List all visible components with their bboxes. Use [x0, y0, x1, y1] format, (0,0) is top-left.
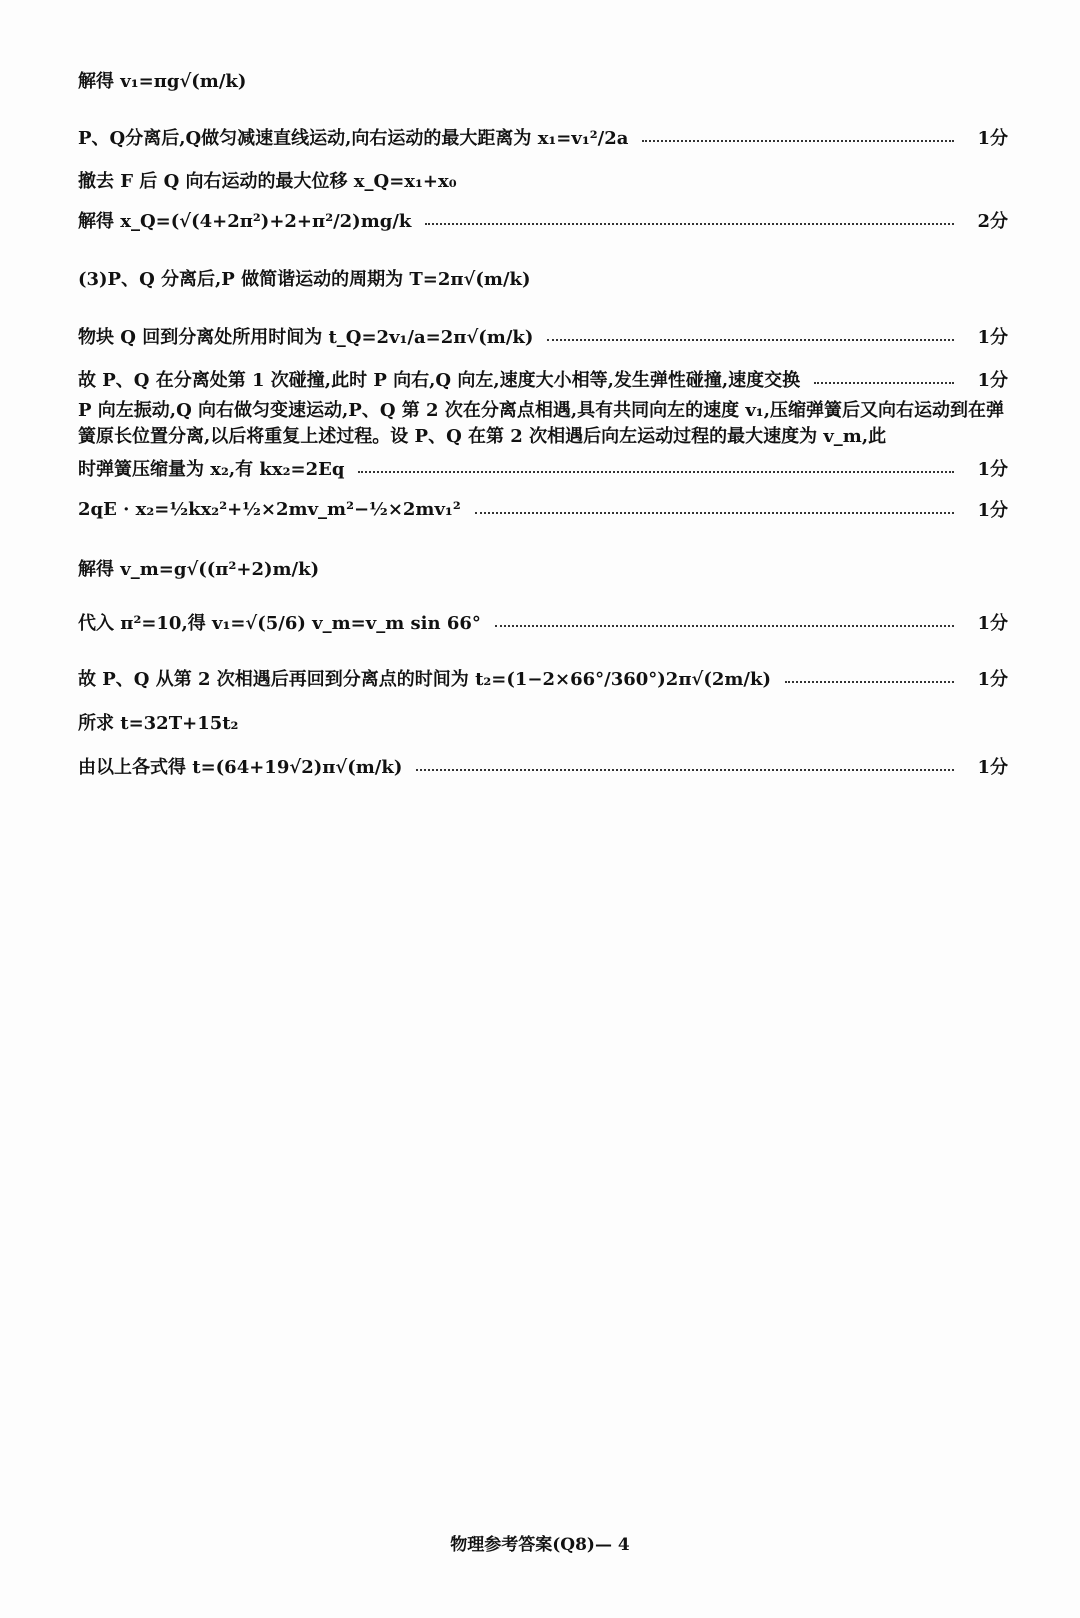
dotted-leader — [475, 512, 954, 514]
solution-line-6: 物块 Q 回到分离处所用时间为 t_Q=2v₁/a=2π√(m/k) 1分 — [78, 314, 1008, 358]
solution-line-7: 故 P、Q 在分离处第 1 次碰撞,此时 P 向右,Q 向左,速度大小相等,发生弹性碰撞,速度交换 1分 — [78, 357, 1008, 401]
dotted-leader — [642, 140, 954, 142]
dotted-leader — [495, 625, 954, 627]
score-label: 2分 — [977, 211, 1008, 232]
score-label: 1分 — [977, 757, 1008, 778]
solution-line-8: 时弹簧压缩量为 x₂,有 kx₂=2Eq 1分 — [78, 446, 1008, 490]
solution-line-9: 2qE · x₂=½kx₂²+½×2mv_m²−½×2mv₁² 1分 — [78, 487, 1008, 531]
solution-line-11: 代入 π²=10,得 v₁=√(5/6) v_m=v_m sin 66° 1分 — [78, 600, 1008, 644]
dotted-leader — [785, 681, 954, 683]
solution-line-3: 撤去 F 后 Q 向右运动的最大位移 x_Q=x₁+x₀ — [78, 171, 457, 192]
page-footer: 物理参考答案(Q8)— 4 — [450, 1535, 630, 1555]
solution-paragraph: P 向左振动,Q 向右做匀变速运动,P、Q 第 2 次在分离点相遇,具有共同向左的速度 v₁,压缩弹簧后又向右运动到在弹簧原长位置分离,以后将重复上述过程。设 P、Q 在第 2 次相遇后向左运动过程的最大速度为 v_m,此 — [78, 400, 1004, 447]
score-label: 1分 — [977, 370, 1008, 391]
solution-line-4: 解得 x_Q=(√(4+2π²)+2+π²/2)mg/k 2分 — [78, 198, 1008, 242]
dotted-leader — [547, 339, 954, 341]
dotted-leader — [814, 382, 954, 384]
dotted-leader — [416, 769, 954, 771]
score-label: 1分 — [977, 500, 1008, 521]
score-label: 1分 — [977, 613, 1008, 634]
score-label: 1分 — [977, 327, 1008, 348]
score-label: 1分 — [977, 128, 1008, 149]
solution-line-13: 所求 t=32T+15t₂ — [78, 713, 239, 734]
score-label: 1分 — [977, 459, 1008, 480]
dotted-leader — [425, 223, 954, 225]
solution-line-2: P、Q分离后,Q做匀减速直线运动,向右运动的最大距离为 x₁=v₁²/2a 1分 — [78, 115, 1008, 159]
score-label: 1分 — [977, 669, 1008, 690]
dotted-leader — [358, 471, 954, 473]
solution-line-12: 故 P、Q 从第 2 次相遇后再回到分离点的时间为 t₂=(1−2×66°/360°)2π√(2m/k) 1分 — [78, 656, 1008, 700]
solution-line-1: 解得 v₁=πg√(m/k) — [78, 71, 247, 92]
solution-line-5: (3)P、Q 分离后,P 做简谐运动的周期为 T=2π√(m/k) — [78, 269, 531, 290]
solution-line-14: 由以上各式得 t=(64+19√2)π√(m/k) 1分 — [78, 744, 1008, 788]
solution-line-10: 解得 v_m=g√((π²+2)m/k) — [78, 559, 320, 580]
